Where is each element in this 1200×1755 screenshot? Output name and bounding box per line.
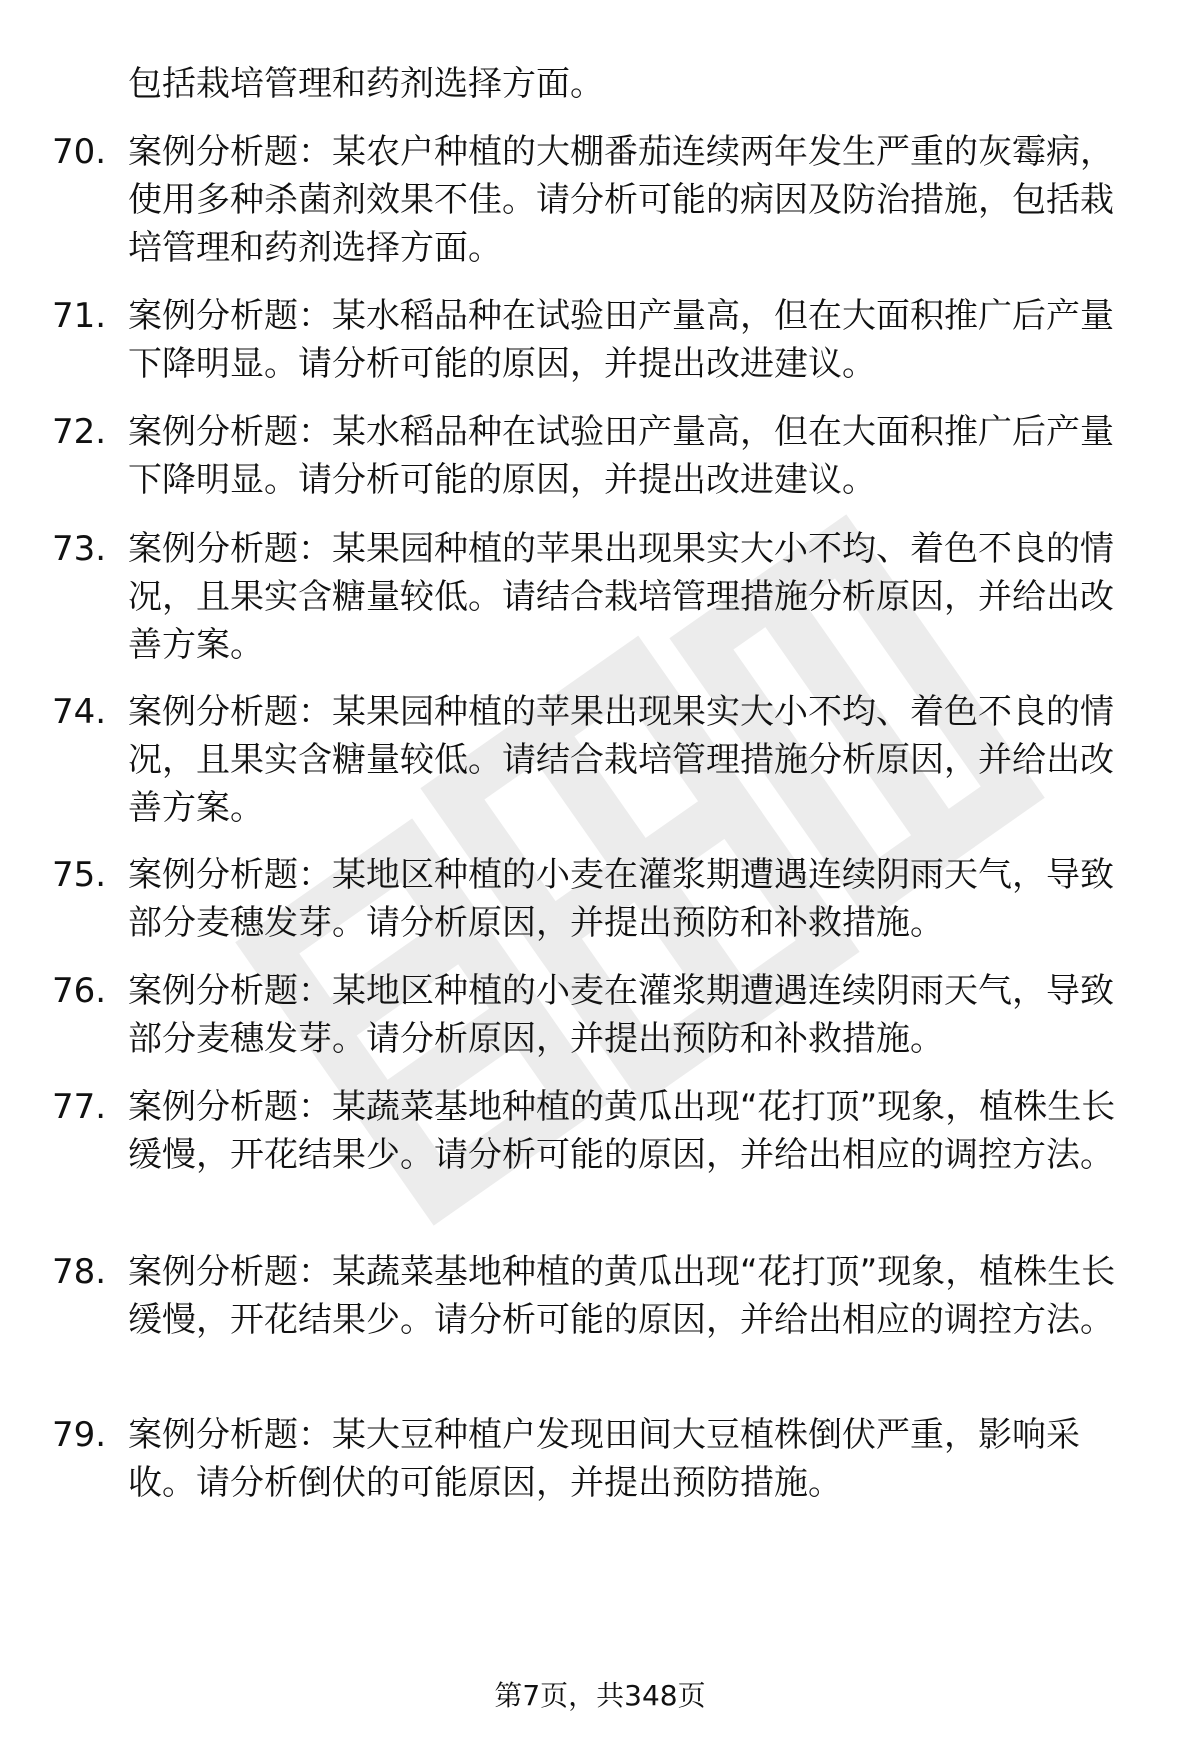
question-number: 77. [52, 1087, 107, 1127]
question-text: 案例分析题：某蔬菜基地种植的黄瓜出现“花打顶”现象，植株生长缓慢，开花结果少。请分析可能的原因，并给出相应的调控方法。 [128, 1252, 1116, 1340]
question-text: 案例分析题：某水稻品种在试验田产量高，但在大面积推广后产量下降明显。请分析可能的原因，并提出改进建议。 [128, 412, 1114, 500]
question-text: 案例分析题：某地区种植的小麦在灌浆期遭遇连续阴雨天气，导致部分麦穗发芽。请分析原因，并提出预防和补救措施。 [128, 971, 1114, 1059]
question-text: 案例分析题：某蔬菜基地种植的黄瓜出现“花打顶”现象，植株生长缓慢，开花结果少。请分析可能的原因，并给出相应的调控方法。 [128, 1087, 1116, 1175]
question-number: 71. [52, 296, 107, 336]
continuation-text: 包括栽培管理和药剂选择方面。 [128, 64, 604, 104]
question-number: 78. [52, 1252, 107, 1292]
question-text: 案例分析题：某果园种植的苹果出现果实大小不均、着色不良的情况，且果实含糖量较低。请结合栽培管理措施分析原因，并给出改善方案。 [128, 692, 1114, 828]
question-text: 案例分析题：某水稻品种在试验田产量高，但在大面积推广后产量下降明显。请分析可能的原因，并提出改进建议。 [128, 296, 1114, 384]
question-text: 案例分析题：某农户种植的大棚番茄连续两年发生严重的灰霉病，使用多种杀菌剂效果不佳。请分析可能的病因及防治措施，包括栽培管理和药剂选择方面。 [128, 132, 1114, 268]
question-number: 70. [52, 132, 107, 172]
question-number: 79. [52, 1415, 107, 1455]
question-number: 76. [52, 971, 107, 1011]
question-number: 73. [52, 529, 107, 569]
page-footer: 第7页，共348页 [494, 1679, 706, 1712]
question-text: 案例分析题：某果园种植的苹果出现果实大小不均、着色不良的情况，且果实含糖量较低。请结合栽培管理措施分析原因，并给出改善方案。 [128, 529, 1114, 665]
question-number: 72. [52, 412, 107, 452]
question-text: 案例分析题：某大豆种植户发现田间大豆植株倒伏严重，影响采收。请分析倒伏的可能原因，并提出预防措施。 [128, 1415, 1080, 1503]
question-number: 74. [52, 692, 107, 732]
question-text: 案例分析题：某地区种植的小麦在灌浆期遭遇连续阴雨天气，导致部分麦穗发芽。请分析原因，并提出预防和补救措施。 [128, 855, 1114, 943]
question-number: 75. [52, 855, 107, 895]
